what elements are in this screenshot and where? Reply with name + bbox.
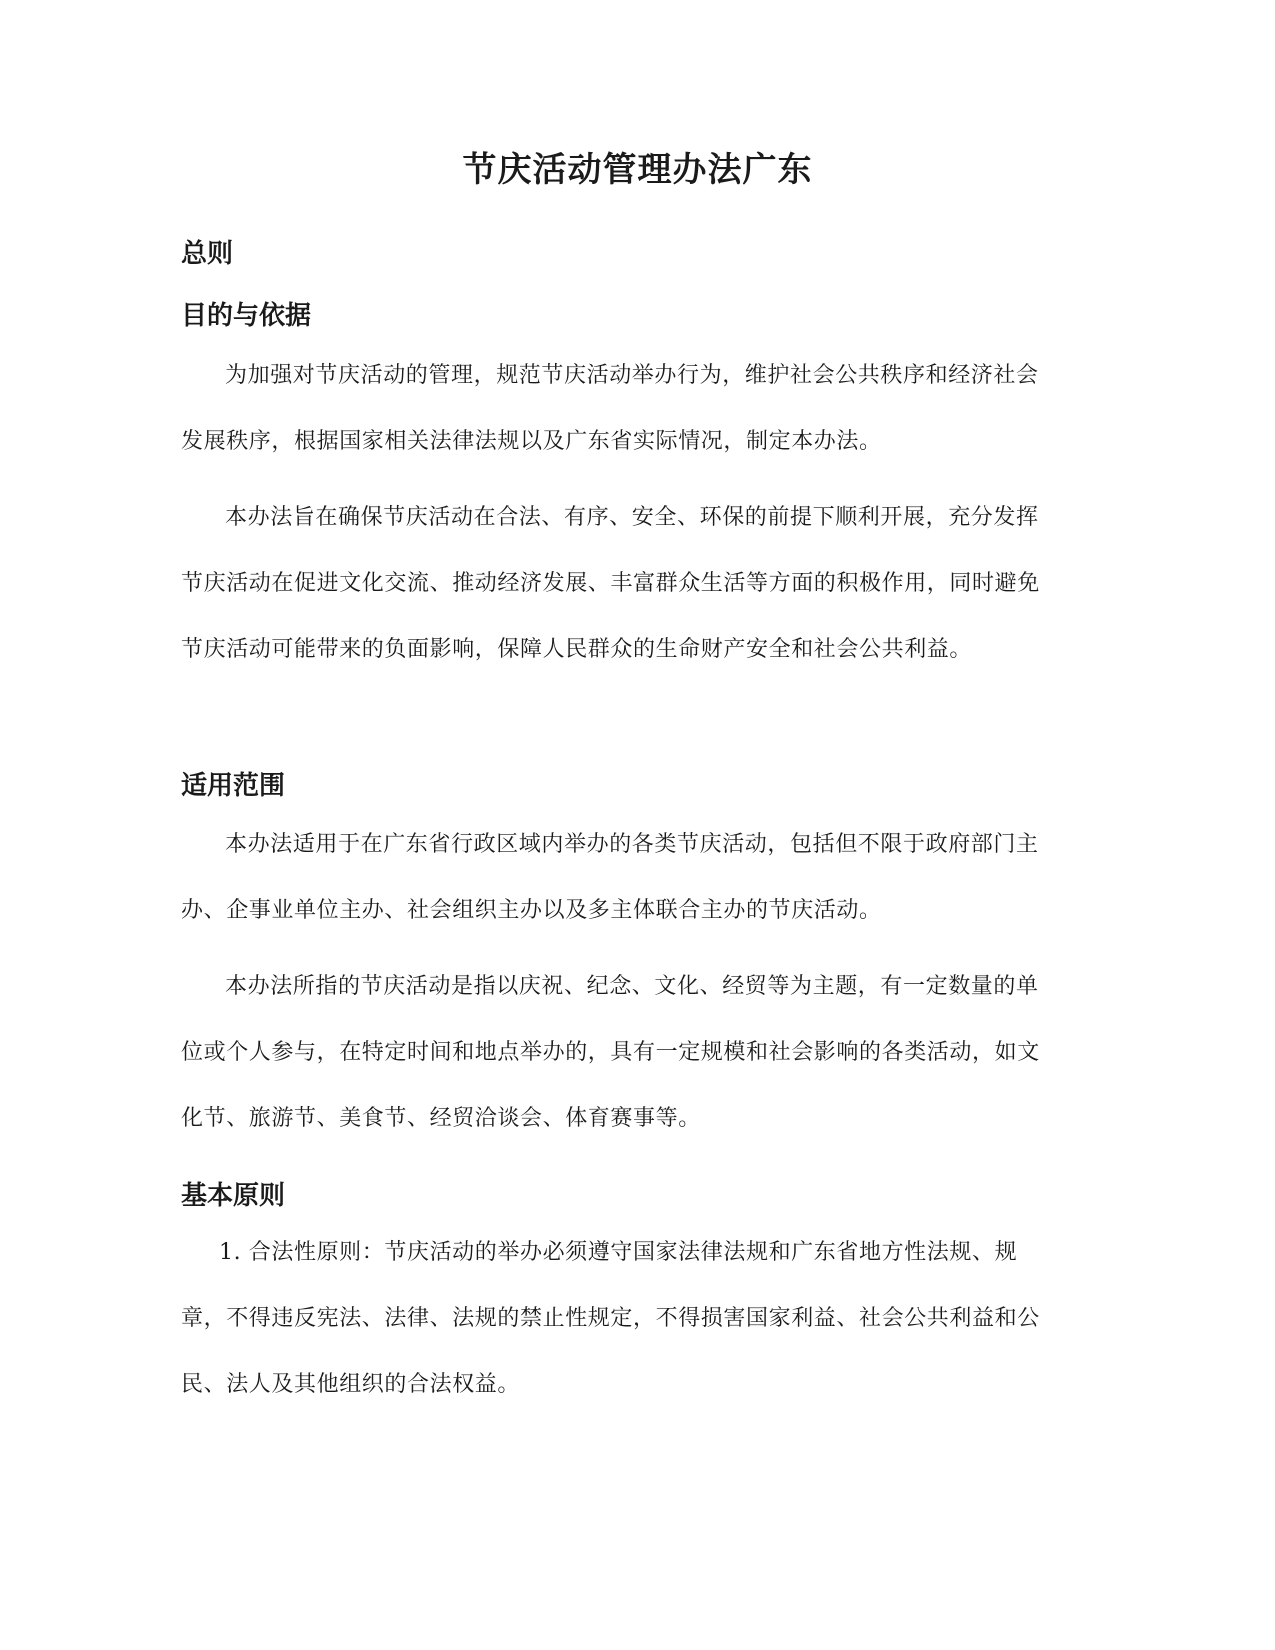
section-heading-general: 总则 <box>181 239 234 269</box>
purpose-paragraph-2: 本办法旨在确保节庆活动在合法、有序、安全、环保的前提下顺利开展，充分发挥节庆活动在促进文化交流、推动经济发展、丰富群众生活等方面的积极作用，同时避免节庆活动可能带来的负面影响，保障人民群众的生命财产安全和社会公共利益。 <box>181 505 1040 662</box>
purpose-paragraph-1: 为加强对节庆活动的管理，规范节庆活动举办行为，维护社会公共秩序和经济社会发展秩序，根据国家相关法律法规以及广东省实际情况，制定本办法。 <box>181 363 1039 454</box>
section-heading-principles: 基本原则 <box>181 1181 286 1211</box>
principle-item-1: 1. 合法性原则：节庆活动的举办必须遵守国家法律法规和广东省地方性法规、规章，不得违反宪法、法律、法规的禁止性规定，不得损害国家利益、社会公共利益和公民、法人及其他组织的合法权益。 <box>181 1240 1040 1397</box>
document-title: 节庆活动管理办法广东 <box>462 150 813 190</box>
scope-paragraph-2: 本办法所指的节庆活动是指以庆祝、纪念、文化、经贸等为主题，有一定数量的单位或个人参与，在特定时间和地点举办的，具有一定规模和社会影响的各类活动，如文化节、旅游节、美食节、经贸洽谈会、体育赛事等。 <box>181 974 1040 1131</box>
section-heading-scope: 适用范围 <box>181 771 286 801</box>
scope-paragraph-1: 本办法适用于在广东省行政区域内举办的各类节庆活动，包括但不限于政府部门主办、企事业单位主办、社会组织主办以及多主体联合主办的节庆活动。 <box>181 832 1039 923</box>
section-heading-purpose: 目的与依据 <box>181 301 312 331</box>
